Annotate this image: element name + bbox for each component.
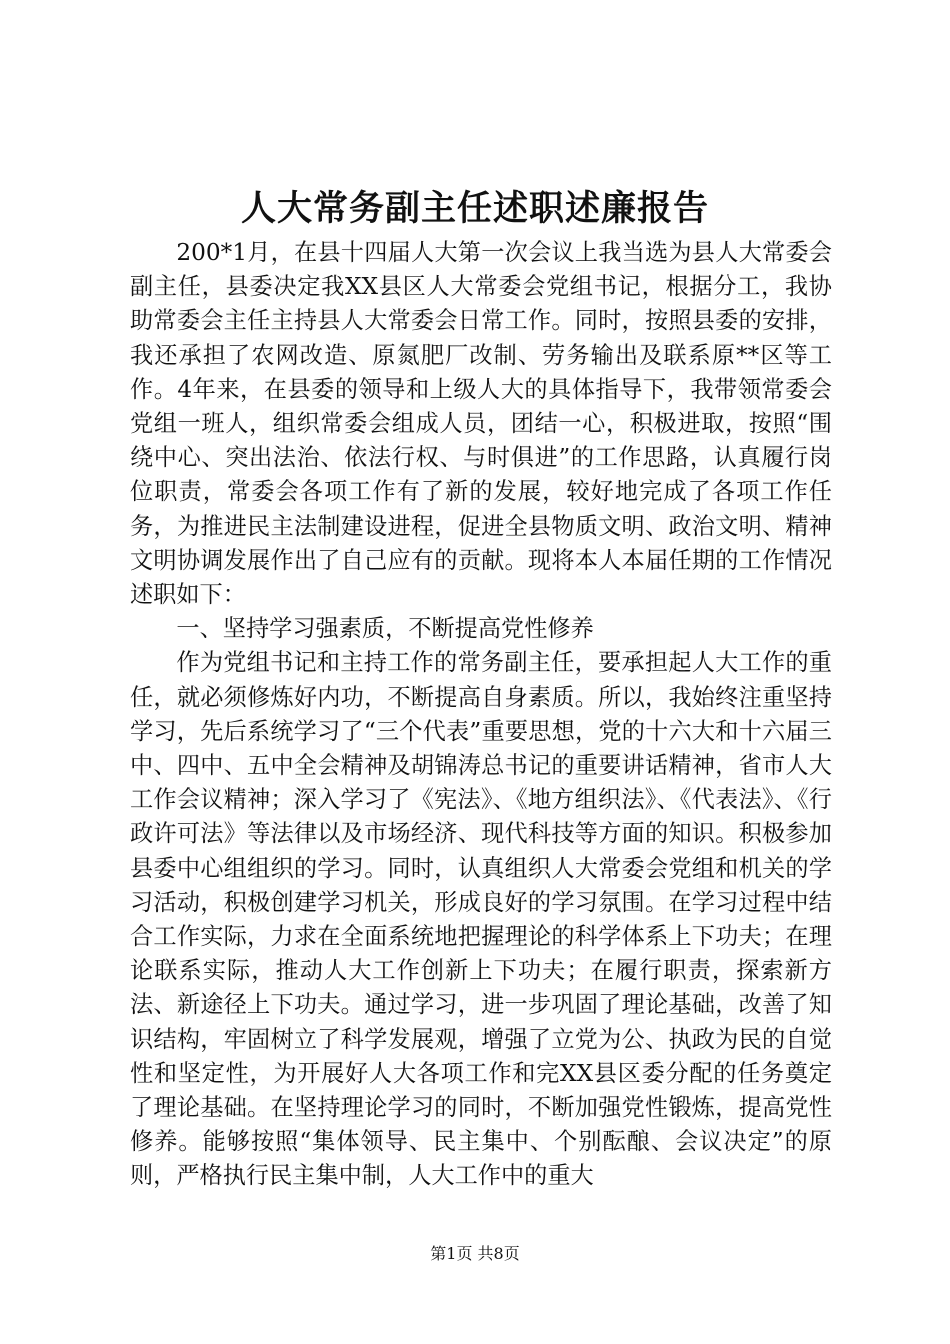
section-paragraph: 作为党组书记和主持工作的常务副主任，要承担起人大工作的重任，就必须修炼好内功，不断提高自身素质。所以，我始终注重坚持学习，先后系统学习了“三个代表”重要思想，党的十六大和十六届三中、四中、五中全会精神及胡锦涛总书记的重要讲话精神，省市人大工作会议精神；深入学习了《宪法》、《地方组织法》、《代表法》、《行政许可法》等法律以及市场经济、现代科技等方面的知识。积极参加县委中心组组织的学习。同时，认真组织人大常委会党组和机关的学习活动，积极创建学习机关，形成良好的学习氛围。在学习过程中结合工作实际，力求在全面系统地把握理论的科学体系上下功夫；在理论联系实际，推动人大工作创新上下功夫；在履行职责，探索新方法、新途径上下功夫。通过学习，进一步巩固了理论基础，改善了知识结构，牢固树立了科学发展观，增强了立党为公、执政为民的自觉性和坚定性，为开展好人大各项工作和完XX县区委分配的任务奠定了理论基础。在坚持理论学习的同时，不断加强党性锻炼，提高党性修养。能够按照“集体领导、民主集中、个别酝酿、会议决定”的原则，严格执行民主集中制，人大工作中的重大 (130, 649, 832, 1190)
section-heading: 一、坚持学习强素质，不断提高党性修养 (176, 615, 594, 643)
intro-paragraph: 200*1月，在县十四届人大第一次会议上我当选为县人大常委会副主任，县委决定我XX县区人大常委会党组书记，根据分工，我协助常委会主任主持县人大常委会日常工作。同时，按照县委的安排，我还承担了农网改造、原氮肥厂改制、劳务输出及联系原**区等工作。4年来，在县委的领导和上级人大的具体指导下，我带领常委会党组一班人，组织常委会组成人员，团结一心，积极进取，按照“围绕中心、突出法治、依法行权、与时俱进”的工作思路，认真履行岗位职责，常委会各项工作有了新的发展，较好地完成了各项工作任务，为推进民主法制建设进程，促进全县物质文明、政治文明、精神文明协调发展作出了自己应有的贡献。现将本人本届任期的工作情况述职如下： (130, 239, 832, 609)
document-title: 人大常务副主任述职述廉报告 (240, 188, 709, 229)
document-body (130, 236, 832, 1194)
page-footer: 第1页 共8页 (430, 1244, 520, 1263)
